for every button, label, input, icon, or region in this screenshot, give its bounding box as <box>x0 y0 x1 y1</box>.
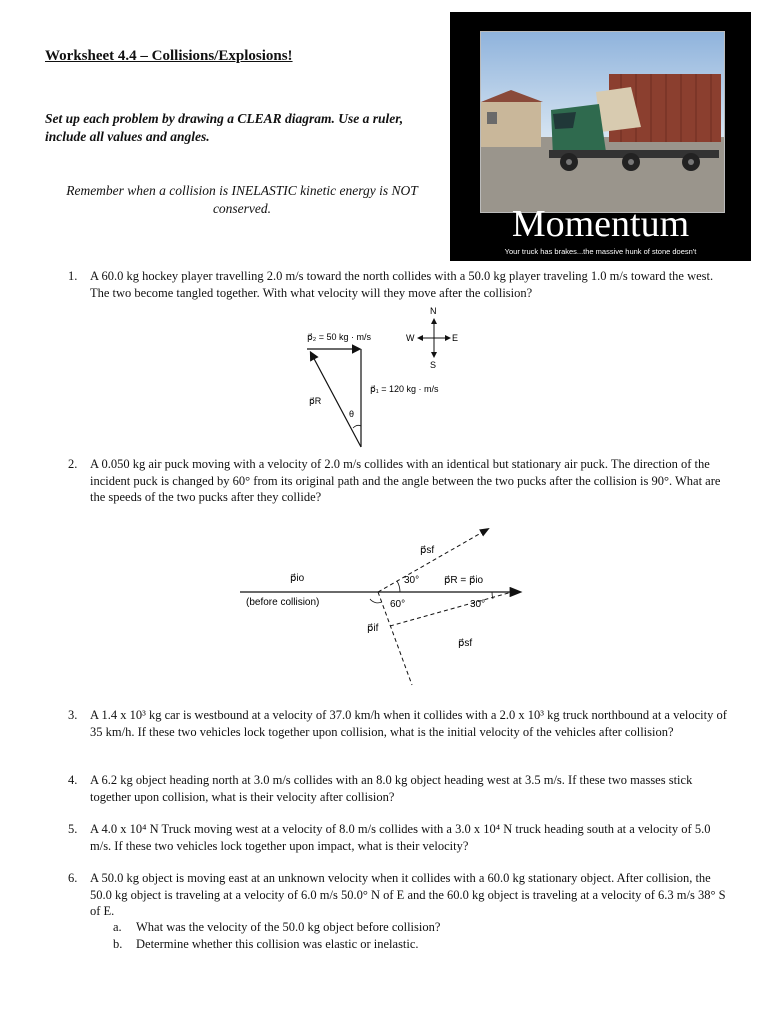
compass-s: S <box>430 360 437 370</box>
question-4 <box>68 772 728 805</box>
angle-30-top: 30° <box>404 575 420 586</box>
angle-60: 60° <box>390 599 406 610</box>
theta-label: θ <box>349 409 355 419</box>
subquestion-label: a. <box>113 920 122 934</box>
truck-photo <box>480 31 725 213</box>
question-text: A 50.0 kg object is moving east at an unknown velocity when it collides with a 60.0 kg stationary object. After collision, the 50.0 kg object is traveling at a velocity of 6.0 m/s 50.0° N of E and the 60.0 kg object is traveling at a velocity of 6.3 m/s 38° S of E. <box>90 871 726 918</box>
question-6 <box>68 870 728 920</box>
before-collision-label: (before collision) <box>246 597 320 608</box>
question-2 <box>68 456 728 506</box>
question-number: 4. <box>68 773 78 787</box>
subquestion-text: What was the velocity of the 50.0 kg object before collision? <box>136 920 441 934</box>
diagram-2-collision <box>230 525 540 690</box>
psf-bottom-line <box>390 592 512 626</box>
question-number: 1. <box>68 269 78 283</box>
question-text: A 0.050 kg air puck moving with a velocity of 2.0 m/s collides with an identical but stationary air puck. The direction of the incident puck is changed by 60° from its original path and the angle between the two pucks after the collision is 90°. What are the speeds of the two pucks after they collide? <box>90 457 721 504</box>
question-text: A 6.2 kg object heading north at 3.0 m/s collides with an 8.0 kg object heading west at 3.5 m/s. If these two masses stick together upon collision, what is their velocity after collision? <box>90 773 693 804</box>
reminder-note: Remember when a collision is INELASTIC kinetic energy is NOT conserved. <box>66 183 418 216</box>
question-number: 3. <box>68 708 78 722</box>
question-text: A 4.0 x 10⁴ N Truck moving west at a velocity of 8.0 m/s collides with a 3.0 x 10⁴ N truck heading south at a velocity of 5.0 m/s. If these two vehicles lock together upon impact, what is their velocity? <box>90 822 711 853</box>
subquestion-b <box>113 936 713 953</box>
compass-w: W <box>406 333 415 343</box>
subquestion-label: b. <box>113 937 123 951</box>
angle-30-bottom: 30° <box>470 599 486 610</box>
psf-bottom-label: p⃗sf <box>458 638 473 649</box>
poster-tagline: Your truck has brakes...the massive hunk of stone doesn't <box>504 247 697 256</box>
question-3 <box>68 707 728 740</box>
compass-icon <box>406 306 458 370</box>
pr-label: p⃗R <box>309 396 322 406</box>
diagram-1-vector-triangle <box>295 300 475 455</box>
question-1 <box>68 268 728 301</box>
question-number: 5. <box>68 822 78 836</box>
compass-e: E <box>452 333 459 343</box>
poster-word: Momentum <box>511 203 690 245</box>
subquestion-text: Determine whether this collision was elastic or inelastic. <box>136 937 419 951</box>
question-5 <box>68 821 728 854</box>
worksheet-title: Worksheet 4.4 – Collisions/Explosions! <box>45 48 293 64</box>
question-number: 2. <box>68 457 78 471</box>
subquestion-a <box>113 919 713 936</box>
momentum-poster <box>450 12 751 261</box>
p1-label: p⃗₁ = 120 kg · m/s <box>370 384 439 394</box>
psf-top-label: p⃗sf <box>420 545 435 556</box>
pio-label: p⃗io <box>290 573 305 584</box>
p2-label: p⃗₂ = 50 kg · m/s <box>307 332 371 342</box>
pif-label: p⃗if <box>367 623 379 634</box>
question-number: 6. <box>68 871 78 885</box>
question-text: A 60.0 kg hockey player travelling 2.0 m/s toward the north collides with a 50.0 kg player traveling 1.0 m/s toward the west. The two become tangled together. With what velocity will they move after the collision? <box>90 269 714 300</box>
pr-equals-pio: p⃗R = p⃗io <box>444 575 484 586</box>
compass-n: N <box>430 306 437 316</box>
question-text: A 1.4 x 10³ kg car is westbound at a velocity of 37.0 km/h when it collides with a 2.0 x 10³ kg truck northbound at a velocity of 35 km/h. If these two vehicles lock together upon collision, what is the initial velocity of the vehicles after collision? <box>90 708 727 739</box>
instructions: Set up each problem by drawing a CLEAR diagram. Use a ruler, include all values and angles. <box>45 111 404 144</box>
